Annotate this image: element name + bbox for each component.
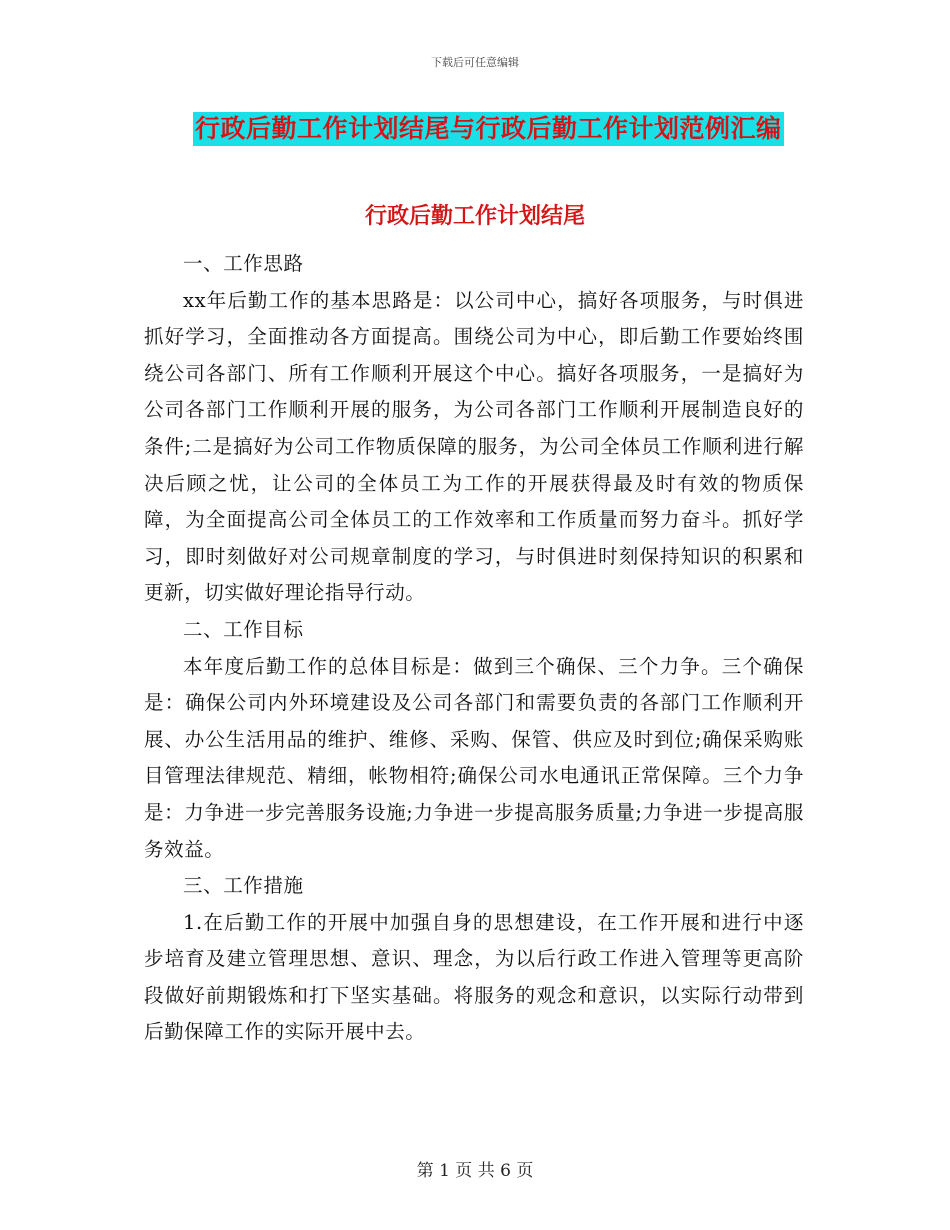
paragraph-work-goals: 本年度后勤工作的总体目标是：做到三个确保、三个力争。三个确保是：确保公司内外环境建设及公司各部门和需要负责的各部门工作顺利开展、办公生活用品的维护、维修、采购、保管、供应及时到位;确保采购账目管理法律规范、精细，帐物相符;确保公司水电通讯正常保障。三个力争是：力争进一步完善服务设施;力争进一步提高服务质量;力争进一步提高服务效益。 [144,654,804,861]
document-title: 行政后勤工作计划结尾与行政后勤工作计划范例汇编 [193,112,784,146]
paragraph-work-measures-1: 1.在后勤工作的开展中加强自身的思想建设，在工作开展和进行中逐步培育及建立管理思想、意识、理念，为以后行政工作进入管理等更高阶段做好前期锻炼和打下坚实基础。将服务的观念和意识，以实际行动带到后勤保障工作的实际开展中去。 [144,910,804,1044]
heading-work-measures: 三、工作措施 [183,874,304,898]
document-body [144,246,804,1051]
page-footer: 第 1 页 共 6 页 [416,1161,534,1181]
heading-work-approach: 一、工作思路 [183,252,304,275]
paragraph-work-approach: xx年后勤工作的基本思路是：以公司中心，搞好各项服务，与时俱进抓好学习，全面推动各方面提高。围绕公司为中心，即后勤工作要始终围绕公司各部门、所有工作顺利开展这个中心。搞好各项服务，一是搞好为公司各部门工作顺利开展的服务，为公司各部门工作顺利开展制造良好的条件;二是搞好为公司工作物质保障的服务，为公司全体员工作顺利进行解决后顾之忧，让公司的全体员工为工作的开展获得最及时有效的物质保障，为全面提高公司全体员工的工作效率和工作质量而努力奋斗。抓好学习，即时刻做好对公司规章制度的学习，与时俱进时刻保持知识的积累和更新，切实做好理论指导行动。 [144,288,804,605]
heading-work-goals: 二、工作目标 [183,617,304,641]
section-title: 行政后勤工作计划结尾 [364,204,585,229]
header-note: 下载后可任意编辑 [431,56,519,69]
